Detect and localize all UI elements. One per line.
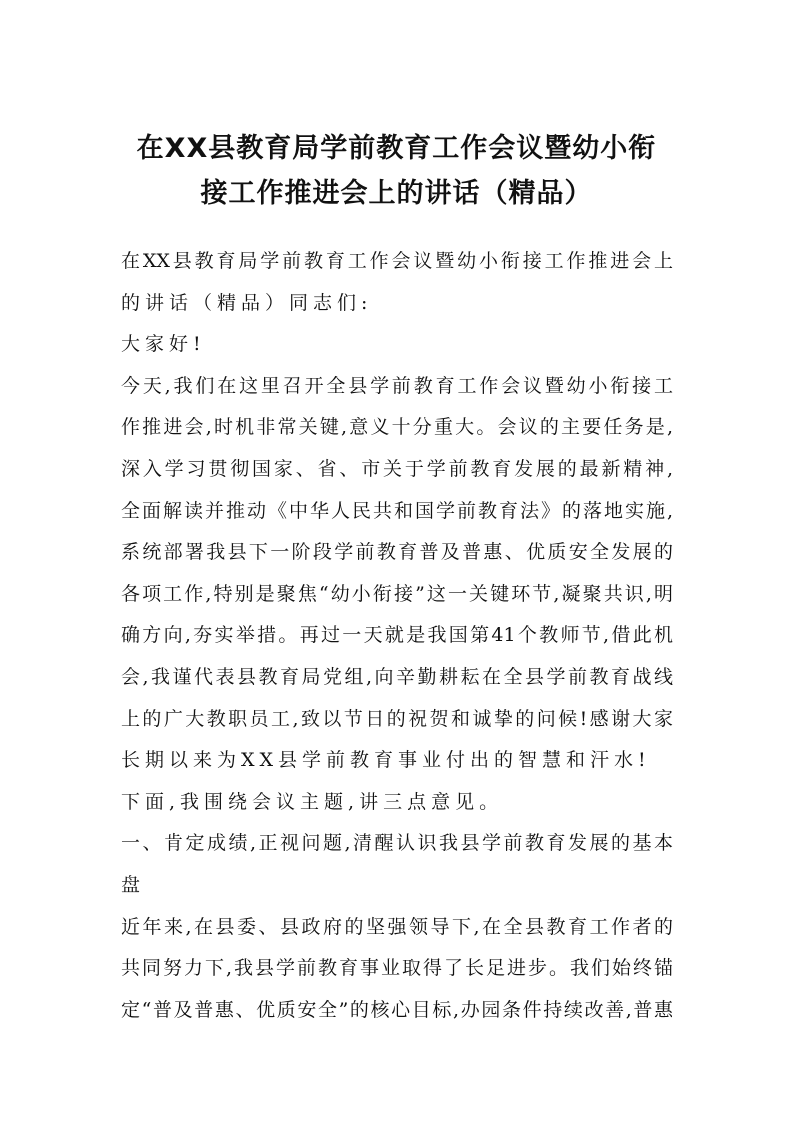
body-line: 今天,我们在这里召开全县学前教育工作会议暨幼小衔接工 (121, 374, 673, 397)
body-line: 确方向,夯实举措。再过一天就是我国第41个教师节,借此机 (121, 624, 673, 647)
body-line: 会,我谨代表县教育局党组,向辛勤耕耘在全县学前教育战线 (121, 665, 673, 688)
body-line: 各项工作,特别是聚焦“幼小衔接”这一关键环节,凝聚共识,明 (121, 582, 673, 605)
body-line: 系统部署我县下一阶段学前教育普及普惠、优质安全发展的 (121, 541, 673, 564)
body-line: 定“普及普惠、优质安全”的核心目标,办园条件持续改善,普惠 (121, 998, 673, 1021)
body-line: 深入学习贯彻国家、省、市关于学前教育发展的最新精神, (121, 457, 673, 480)
document-title-line-2: 接工作推进会上的讲话（精品） (200, 178, 593, 209)
body-line: 下面,我围绕会议主题,讲三点意见。 (121, 790, 504, 813)
body-line: 在XX县教育局学前教育工作会议暨幼小衔接工作推进会上 (121, 250, 673, 272)
document-body (121, 241, 673, 1031)
body-line: 长期以来为XX县学前教育事业付出的智慧和汗水! (121, 749, 651, 772)
greeting-line: 大家好! (121, 333, 206, 356)
body-line: 上的广大教职员工,致以节日的祝贺和诚挚的问候!感谢大家 (121, 707, 673, 730)
body-line: 全面解读并推动《中华人民共和国学前教育法》的落地实施, (121, 499, 673, 522)
document-title-line-1: 在XX县教育局学前教育工作会议暨幼小衔 (136, 133, 657, 164)
body-line: 的讲话（精品）同志们: (121, 291, 373, 314)
section-heading-line: 一、肯定成绩,正视问题,清醒认识我县学前教育发展的基本 (121, 832, 673, 855)
body-line: 近年来,在县委、县政府的坚强领导下,在全县教育工作者的 (121, 915, 673, 938)
section-heading-line: 盘 (121, 873, 146, 896)
body-line: 作推进会,时机非常关键,意义十分重大。会议的主要任务是, (121, 416, 673, 439)
body-line: 共同努力下,我县学前教育事业取得了长足进步。我们始终锚 (121, 957, 673, 980)
